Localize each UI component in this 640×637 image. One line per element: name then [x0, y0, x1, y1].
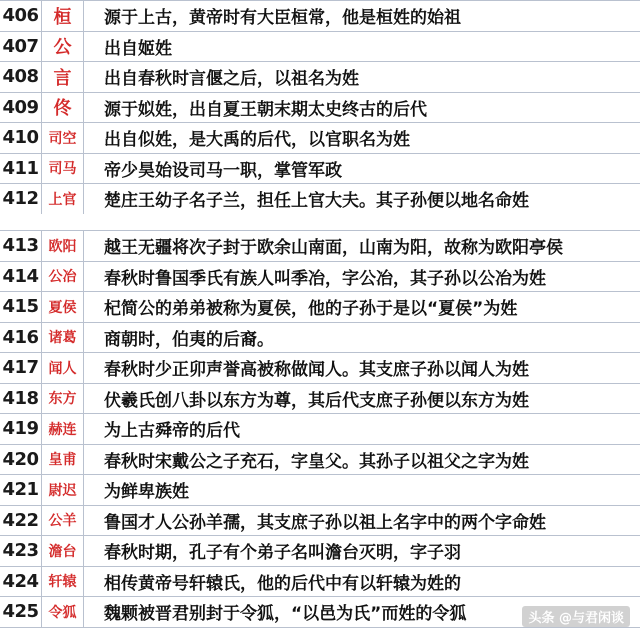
surname-cell: 令狐 [42, 597, 84, 627]
row-number: 408 [0, 62, 42, 92]
row-number: 417 [0, 353, 42, 383]
row-number: 411 [0, 154, 42, 184]
row-number: 407 [0, 32, 42, 62]
row-number: 414 [0, 262, 42, 292]
origin-description: 为上古舜帝的后代 [104, 421, 240, 442]
surname-cell: 公冶 [42, 262, 84, 292]
row-number: 420 [0, 445, 42, 475]
row-number: 409 [0, 93, 42, 123]
origin-description: 春秋时少正卯声誉高被称做闻人。其支庶子孙以闻人为姓 [104, 360, 529, 381]
surname-cell: 上官 [42, 184, 84, 214]
row-number: 406 [0, 1, 42, 31]
table-row [0, 154, 640, 185]
surname-cell: 司空 [42, 123, 84, 153]
surname-cell: 澹台 [42, 536, 84, 566]
table-row [0, 353, 640, 384]
table-row [0, 184, 640, 215]
surname-table-top [0, 0, 640, 215]
origin-description: 楚庄王幼子名子兰，担任上官大夫。其子孙便以地名命姓 [104, 191, 529, 212]
origin-description: 出自姬姓 [104, 38, 172, 59]
origin-description: 出自春秋时言偃之后，以祖名为姓 [104, 69, 359, 90]
surname-cell: 闻人 [42, 353, 84, 383]
surname-cell: 赫连 [42, 414, 84, 444]
table-row [0, 292, 640, 323]
origin-description: 帝少昊始设司马一职，掌管军政 [104, 160, 342, 181]
row-number: 410 [0, 123, 42, 153]
surname-cell: 东方 [42, 384, 84, 414]
table-row [0, 32, 640, 63]
row-number: 419 [0, 414, 42, 444]
surname-cell: 诸葛 [42, 323, 84, 353]
table-row [0, 567, 640, 598]
surname-cell: 公羊 [42, 506, 84, 536]
surname-table-bottom [0, 230, 640, 628]
table-row [0, 506, 640, 537]
origin-description: 伏羲氏创八卦以东方为尊，其后代支庶子孙便以东方为姓 [104, 390, 529, 411]
origin-description: 越王无疆将次子封于欧余山南面，山南为阳，故称为欧阳亭侯 [104, 238, 563, 259]
surname-cell: 欧阳 [42, 231, 84, 261]
origin-description: 为鲜卑族姓 [104, 482, 189, 503]
row-number: 415 [0, 292, 42, 322]
origin-description: 春秋时期，孔子有个弟子名叫澹台灭明，字子羽 [104, 543, 461, 564]
table-row [0, 536, 640, 567]
origin-description: 出自似姓，是大禹的后代，以官职名为姓 [104, 130, 410, 151]
surname-cell: 夏侯 [42, 292, 84, 322]
row-number: 421 [0, 475, 42, 505]
watermark: 头条 @与君闲谈 [522, 606, 630, 627]
origin-description: 相传黄帝号轩辕氏，他的后代中有以轩辕为姓的 [104, 573, 461, 594]
row-number: 416 [0, 323, 42, 353]
origin-description: 源于上古，黄帝时有大臣桓常，他是桓姓的始祖 [104, 8, 461, 29]
table-row [0, 445, 640, 476]
row-number: 424 [0, 567, 42, 597]
origin-description: 源于姒姓，出自夏王朝末期太史终古的后代 [104, 99, 427, 120]
surname-cell: 尉迟 [42, 475, 84, 505]
table-row [0, 93, 640, 124]
table-row [0, 414, 640, 445]
surname-cell: 佟 [42, 93, 84, 123]
origin-description: 魏颗被晋君别封于令狐，“以邑为氏”而姓的令狐 [104, 604, 467, 625]
row-number: 413 [0, 231, 42, 261]
origin-description: 春秋时鲁国季氏有族人叫季冶，字公冶，其子孙以公冶为姓 [104, 268, 546, 289]
origin-description: 杞简公的弟弟被称为夏侯，他的子孙于是以“夏侯”为姓 [104, 299, 518, 320]
surname-cell: 言 [42, 62, 84, 92]
origin-description: 春秋时宋戴公之子充石，字皇父。其孙子以祖父之字为姓 [104, 451, 529, 472]
table-row [0, 262, 640, 293]
table-row [0, 1, 640, 32]
surname-cell: 轩辕 [42, 567, 84, 597]
origin-description: 鲁国才人公孙羊孺，其支庶子孙以祖上名字中的两个字命姓 [104, 512, 546, 533]
row-number: 425 [0, 597, 42, 627]
surname-cell: 桓 [42, 1, 84, 31]
surname-cell: 皇甫 [42, 445, 84, 475]
table-row [0, 231, 640, 262]
table-row [0, 123, 640, 154]
table-row [0, 475, 640, 506]
row-number: 423 [0, 536, 42, 566]
table-gap [0, 214, 640, 230]
table-row [0, 384, 640, 415]
row-number: 422 [0, 506, 42, 536]
surname-cell: 公 [42, 32, 84, 62]
row-number: 418 [0, 384, 42, 414]
table-row [0, 62, 640, 93]
origin-description: 商朝时，伯夷的后裔。 [104, 329, 274, 350]
row-number: 412 [0, 184, 42, 214]
table-row [0, 323, 640, 354]
surname-cell: 司马 [42, 154, 84, 184]
